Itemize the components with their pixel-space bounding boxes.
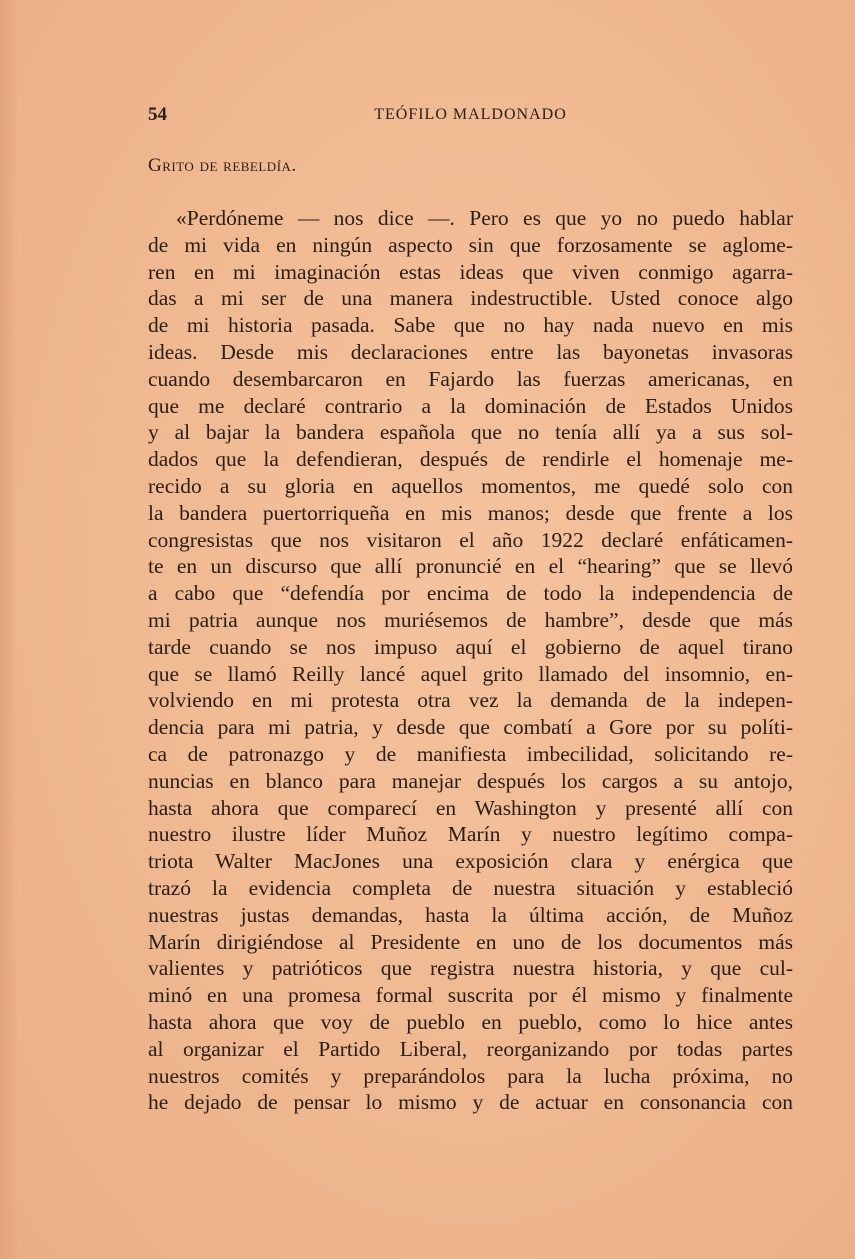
text-line: a cabo que “defendía por encima de todo la independencia de bbox=[148, 581, 793, 606]
text-line: de mi vida en ningún aspecto sin que forzosamente se aglome- bbox=[148, 232, 793, 257]
text-line: recido a su gloria en aquellos momentos, me quedé solo con bbox=[148, 473, 793, 498]
text-line: al organizar el Partido Liberal, reorganizando por todas partes bbox=[148, 1036, 793, 1061]
page-header bbox=[148, 104, 793, 130]
text-line: nuestros comités y preparándolos para la lucha próxima, no bbox=[148, 1063, 793, 1088]
text-line: que me declaré contrario a la dominación de Estados Unidos bbox=[148, 393, 793, 418]
text-line: triota Walter MacJones una exposición clara y enérgica que bbox=[148, 849, 793, 874]
text-line: trazó la evidencia completa de nuestra situación y estableció bbox=[148, 875, 793, 900]
text-line: hasta ahora que voy de pueblo en pueblo, como lo hice antes bbox=[148, 1009, 793, 1034]
text-line: «Perdóneme — nos dice —. Pero es que yo no puedo hablar bbox=[176, 206, 793, 230]
text-line: nuestro ilustre líder Muñoz Marín y nuestro legítimo compa- bbox=[148, 822, 793, 847]
section-title: Grito de rebeldía. bbox=[148, 155, 297, 176]
text-line: Marín dirigiéndose al Presidente en uno de los documentos más bbox=[148, 929, 793, 954]
text-line: que se llamó Reilly lancé aquel grito llamado del insomnio, en- bbox=[148, 661, 793, 686]
text-line: hasta ahora que comparecí en Washington y presenté allí con bbox=[148, 795, 793, 820]
text-line: de mi historia pasada. Sabe que no hay nada nuevo en mis bbox=[148, 313, 793, 338]
text-line: nuestras justas demandas, hasta la última acción, de Muñoz bbox=[148, 902, 793, 927]
text-line: y al bajar la bandera española que no tenía allí ya a sus sol- bbox=[148, 420, 793, 445]
text-line: cuando desembarcaron en Fajardo las fuerzas americanas, en bbox=[148, 366, 793, 391]
running-head: TEÓFILO MALDONADO bbox=[374, 106, 567, 123]
text-line: tarde cuando se nos impuso aquí el gobierno de aquel tirano bbox=[148, 634, 793, 659]
text-line: la bandera puertorriqueña en mis manos; desde que frente a los bbox=[148, 500, 793, 525]
text-line: congresistas que nos visitaron el año 1922 declaré enfáticamen- bbox=[148, 527, 793, 552]
text-line: ideas. Desde mis declaraciones entre las bayonetas invasoras bbox=[148, 339, 793, 364]
body-text bbox=[148, 205, 793, 1116]
text-line: dados que la defendieran, después de rendirle el homenaje me- bbox=[148, 447, 793, 472]
text-line: volviendo en mi protesta otra vez la demanda de la indepen- bbox=[148, 688, 793, 713]
text-line: minó en una promesa formal suscrita por él mismo y finalmente bbox=[148, 983, 793, 1008]
page-number: 54 bbox=[148, 104, 167, 125]
text-line: nuncias en blanco para manejar después los cargos a su antojo, bbox=[148, 768, 793, 793]
text-line: das a mi ser de una manera indestructible. Usted conoce algo bbox=[148, 286, 793, 311]
text-line: dencia para mi patria, y desde que combatí a Gore por su políti- bbox=[148, 715, 793, 740]
text-line: valientes y patrióticos que registra nuestra historia, y que cul- bbox=[148, 956, 793, 981]
text-line: he dejado de pensar lo mismo y de actuar en consonancia con bbox=[148, 1090, 793, 1115]
text-line: mi patria aunque nos muriésemos de hambre”, desde que más bbox=[148, 607, 793, 632]
text-line: ca de patronazgo y de manifiesta imbecilidad, solicitando re- bbox=[148, 741, 793, 766]
text-line: te en un discurso que allí pronuncié en el “hearing” que se llevó bbox=[148, 554, 793, 579]
text-line: ren en mi imaginación estas ideas que viven conmigo agarra- bbox=[148, 259, 793, 284]
page-edge-shadow bbox=[0, 0, 18, 1259]
